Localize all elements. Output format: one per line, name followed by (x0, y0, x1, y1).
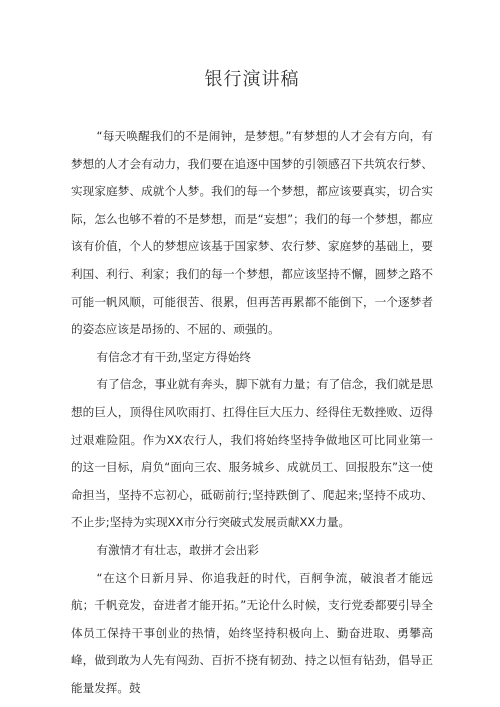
paragraph-passion: “在这个日新月异、你追我赶的时代，百舸争流，破浪者才能远航；千帆竞发，奋进者才能开拓。”无论什么时候，支行党委都要引导全体员工保持干事创业的热情，始终坚持积极向上、勤奋进取、勇攀高峰，做到敢为人先有闯劲、百折不挠有韧劲、持之以恒有钻劲，倡导正能量发挥。鼓 (71, 570, 433, 695)
paragraph-dream: “每天唤醒我们的不是闹钟，是梦想。”有梦想的人才会有方向，有梦想的人才会有动力，我们要在追逐中国梦的引领感召下共筑农行梦、实现家庭梦、成就个人梦。我们的每一个梦想，都应该要真实，切合实际，怎么也够不着的不是梦想，而是“妄想”；我们的每一个梦想，都应该有价值，个人的梦想应该基于国家梦、农行梦、家庭梦的基础上，要利国、利行、利家；我们的每一个梦想，都应该坚持不懈，圆梦之路不可能一帆风顺，可能很苦、很累，但再苦再累都不能倒下，一个逐梦者的姿态应该是昂扬的、不屈的、顽强的。 (71, 129, 433, 337)
section-heading-passion: 有激情才有壮志，敢拼才会出彩 (96, 542, 259, 557)
document-title: 银行演讲稿 (204, 69, 300, 90)
section-heading-belief: 有信念才有干劲,坚定方得始终 (96, 349, 251, 364)
paragraph-belief: 有了信念，事业就有奔头，脚下就有力量；有了信念，我们就是思想的巨人，顶得住风吹雨打、扛得住巨大压力、经得住无数挫败、迈得过艰难险阻。作为XX农行人，我们将始终坚持争做地区可比同业第一的这一目标，肩负“面向三农、服务城乡、成就员工、回报股东”这一使命担当，坚持不忘初心，砥砺前行;坚持跌倒了、爬起来;坚持不成功、不止步;坚持为实现XX市分行突破式发展贡献XX力量。 (71, 377, 433, 530)
